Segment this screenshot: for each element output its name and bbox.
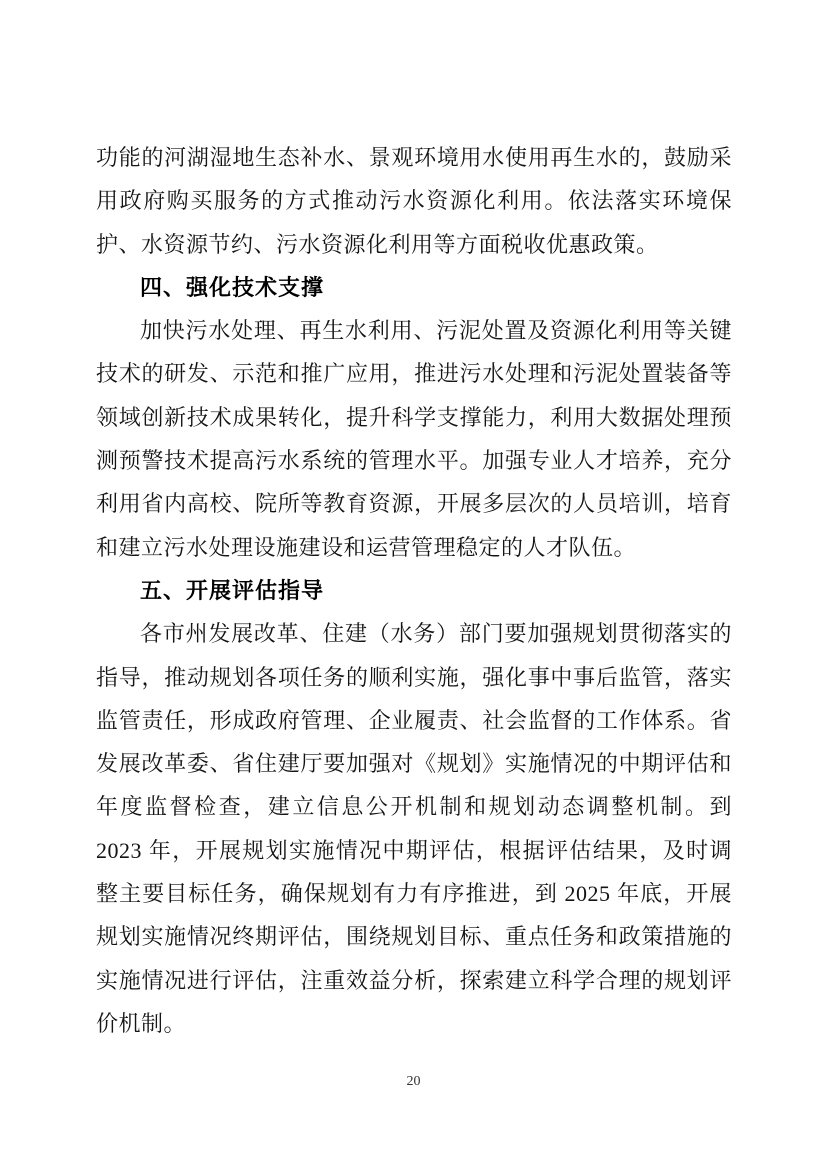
section-heading-4: 四、强化技术支撑: [140, 274, 325, 300]
section-heading-5: 五、开展评估指导: [140, 577, 325, 603]
page-number: 20: [406, 1074, 421, 1089]
paragraph-section-5: 各市州发展改革、住建（水务）部门要加强规划贯彻落实的指导，推动规划各项任务的顺利实施，强化事中事后监管，落实监管责任，形成政府管理、企业履责、社会监督的工作体系。省发展改革委、省住建厅要加强对《规划》实施情况的中期评估和年度监督检查，建立信息公开机制和规划动态调整机制。到 2023 年，开展规划实施情况中期评估，根据评估结果，及时调整主要目标任务，确保规划有力有序推进，到 2025 年底，开展规划实施情况终期评估，围绕规划目标、重点任务和政策措施的实施情况进行评估，注重效益分析，探索建立科学合理的规划评价机制。: [96, 621, 732, 1036]
document-body: [96, 136, 732, 1045]
paragraph-continuation: 功能的河湖湿地生态补水、景观环境用水使用再生水的，鼓励采用政府购买服务的方式推动污水资源化利用。依法落实环境保护、水资源节约、污水资源化利用等方面税收优惠政策。: [96, 145, 732, 257]
paragraph-section-4: 加快污水处理、再生水利用、污泥处置及资源化利用等关键技术的研发、示范和推广应用，推进污水处理和污泥处置装备等领域创新技术成果转化，提升科学支撑能力，利用大数据处理预测预警技术提高污水系统的管理水平。加强专业人才培养，充分利用省内高校、院所等教育资源，开展多层次的人员培训，培育和建立污水处理设施建设和运营管理稳定的人才队伍。: [96, 318, 732, 560]
